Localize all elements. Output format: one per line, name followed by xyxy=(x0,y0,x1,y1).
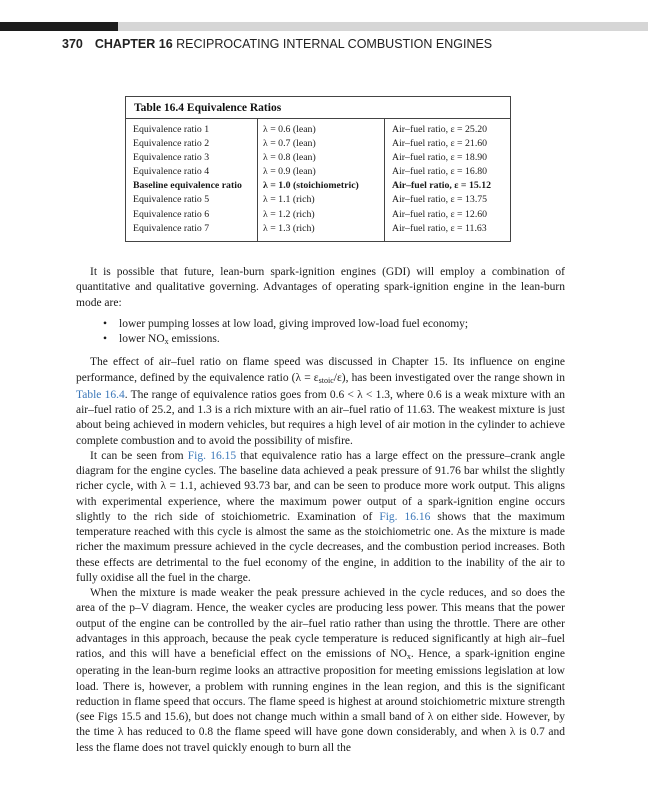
subscript: stoic xyxy=(318,375,334,385)
text-run: The effect of air–fuel ratio on flame speed was discussed in Chapter 15. Its influence on engine performance, defined by the equivalence ratio (λ = ε xyxy=(76,356,565,384)
table-cell: Equivalence ratio 4 xyxy=(133,166,210,178)
table-reference-link[interactable]: Table 16.4 xyxy=(76,388,125,401)
table-cell: Air–fuel ratio, ε = 13.75 xyxy=(392,194,488,206)
table-header-rule xyxy=(126,118,510,119)
table-cell: Air–fuel ratio, ε = 25.20 xyxy=(392,124,488,135)
table-cell: Equivalence ratio 6 xyxy=(133,208,210,220)
table-cell: Air–fuel ratio, ε = 11.63 xyxy=(392,222,487,234)
text-run: When the mixture is made weaker the peak pressure achieved in the cycle reduces, and so does the area of the p–V diagram. Hence, the weaker cycles are producing less power. This means that the power output of the engine can be controlled by the air–fuel ratio rather than using the throttle. There are other advantages in this approach, because the peak cycle temperature is reduced significantly at high air–fuel ratios, and this will have a beneficial effect on the emissions of NO xyxy=(76,587,565,660)
table-cell: Air–fuel ratio, ε = 15.12 xyxy=(392,180,492,192)
table-cell: λ = 0.9 (lean) xyxy=(263,166,316,178)
bullet-icon: • xyxy=(103,317,108,330)
table-column-lambda xyxy=(263,123,359,236)
table-column-divider xyxy=(257,118,258,241)
subscript: x xyxy=(406,652,411,661)
table-title: Table 16.4 Equivalence Ratios xyxy=(134,102,282,114)
figure-reference-link[interactable]: Fig. 16.16 xyxy=(379,510,431,523)
table-cell: λ = 0.8 (lean) xyxy=(263,152,316,164)
table-cell: Equivalence ratio 5 xyxy=(133,194,210,206)
text-run: It can be seen from xyxy=(90,449,188,462)
list-item xyxy=(76,332,565,349)
text-run: . Hence, a spark-ignition engine operating in the lean-burn regime looks an attractive proposition for meeting emissions legislation at low load. There is, however, a problem with running engines in the lean region, and this is the significant reduction in flame speed that occurs. The flame speed is highest at around stoichiometric mixture strength (see Figs 15.5 and 15.6), but does not change much within a small band of λ on either side. However, by the time λ has reduced to 0.8 the flame speed will have gone down considerably, and when λ is 0.7 and less the flame does not travel quickly enough to burn all the xyxy=(76,648,565,754)
bullet-text: lower NO xyxy=(119,333,165,345)
text-run: that equivalence ratio has a large effect on the pressure–crank angle diagram for the engine cycles. The baseline data achieved a peak pressure of 91.76 bar whilst the slightly richer cycle, with λ = 1.1, achieved 93.73 bar, and can be seen to produce more work output. This aligns with experimental experience, where the maximum power output of a spark-ignition engine occurs slightly to the rich side of stoichiometric. Examination of xyxy=(76,449,565,523)
text-run: . The range of equivalence ratios goes from 0.6 < λ < 1.3, where 0.6 is a weak mixture with an air–fuel ratio of 25.2, and 1.3 is a rich mixture with an air–fuel ratio of 11.63. The weakest mixture is just about being achieved in modern vehicles, but requires a high level of air motion in the cylinder to achieve complete combustion and to avoid the possibility of misfire. xyxy=(76,388,565,447)
table-column-afr xyxy=(392,123,491,236)
table-cell: Air–fuel ratio, ε = 16.80 xyxy=(392,166,488,178)
table-cell: Air–fuel ratio, ε = 12.60 xyxy=(392,208,488,220)
paragraph-intro: It is possible that future, lean-burn spark-ignition engines (GDI) will employ a combination of quantitative and qualitative governing. Advantages of operating spark-ignition engine in the lean-burn mode are: xyxy=(76,266,565,309)
bullet-text: emissions. xyxy=(168,333,220,345)
figure-reference-link[interactable]: Fig. 16.15 xyxy=(187,449,237,462)
table-cell: λ = 0.6 (lean) xyxy=(263,124,316,135)
table-column-name xyxy=(133,123,242,236)
bullet-text: lower pumping losses at low load, giving improved low-load fuel economy; xyxy=(119,317,469,330)
paragraph-pressure xyxy=(76,449,565,586)
body-text xyxy=(76,265,565,756)
text-run: /ε), has been investigated over the range shown in xyxy=(333,371,565,384)
paragraph-lean-burn xyxy=(76,586,565,756)
table-cell: λ = 1.0 (stoichiometric) xyxy=(263,180,359,192)
table-cell: λ = 1.3 (rich) xyxy=(263,222,315,234)
page-number: 370 xyxy=(62,37,83,51)
header-bar-light xyxy=(118,22,648,31)
bullet-icon: • xyxy=(103,333,108,345)
paragraph-flame-speed xyxy=(76,355,565,449)
chapter-title: RECIPROCATING INTERNAL COMBUSTION ENGINES xyxy=(176,37,493,51)
table-cell: λ = 1.2 (rich) xyxy=(263,208,315,220)
chapter-label: CHAPTER 16 xyxy=(94,37,173,51)
table-cell: λ = 0.7 (lean) xyxy=(263,138,316,150)
table-cell: Baseline equivalence ratio xyxy=(133,180,242,192)
running-header xyxy=(62,37,492,51)
header-bar-dark xyxy=(0,22,118,31)
table-cell: Equivalence ratio 3 xyxy=(133,152,210,164)
advantages-list xyxy=(76,317,565,350)
table-cell: Air–fuel ratio, ε = 18.90 xyxy=(392,152,488,164)
table-column-divider xyxy=(384,118,385,241)
equivalence-ratio-table xyxy=(125,96,511,242)
table-cell: λ = 1.1 (rich) xyxy=(263,194,315,206)
table-cell: Equivalence ratio 1 xyxy=(133,124,210,135)
subscript: x xyxy=(164,337,169,346)
table-cell: Equivalence ratio 7 xyxy=(133,222,210,234)
list-item xyxy=(76,317,565,332)
table-cell: Air–fuel ratio, ε = 21.60 xyxy=(392,138,488,150)
text-run: shows that the maximum temperature reached with this cycle is almost the same as the stoichiometric one. As the mixture is made richer the maximum pressure achieved in the cycle decreases, and the combustion period increases. Both these effects are detrimental to the fuel economy of the engine, in addition to the inability of the air to fully oxidise all the fuel in the charge. xyxy=(76,510,565,584)
table-cell: Equivalence ratio 2 xyxy=(133,138,210,150)
